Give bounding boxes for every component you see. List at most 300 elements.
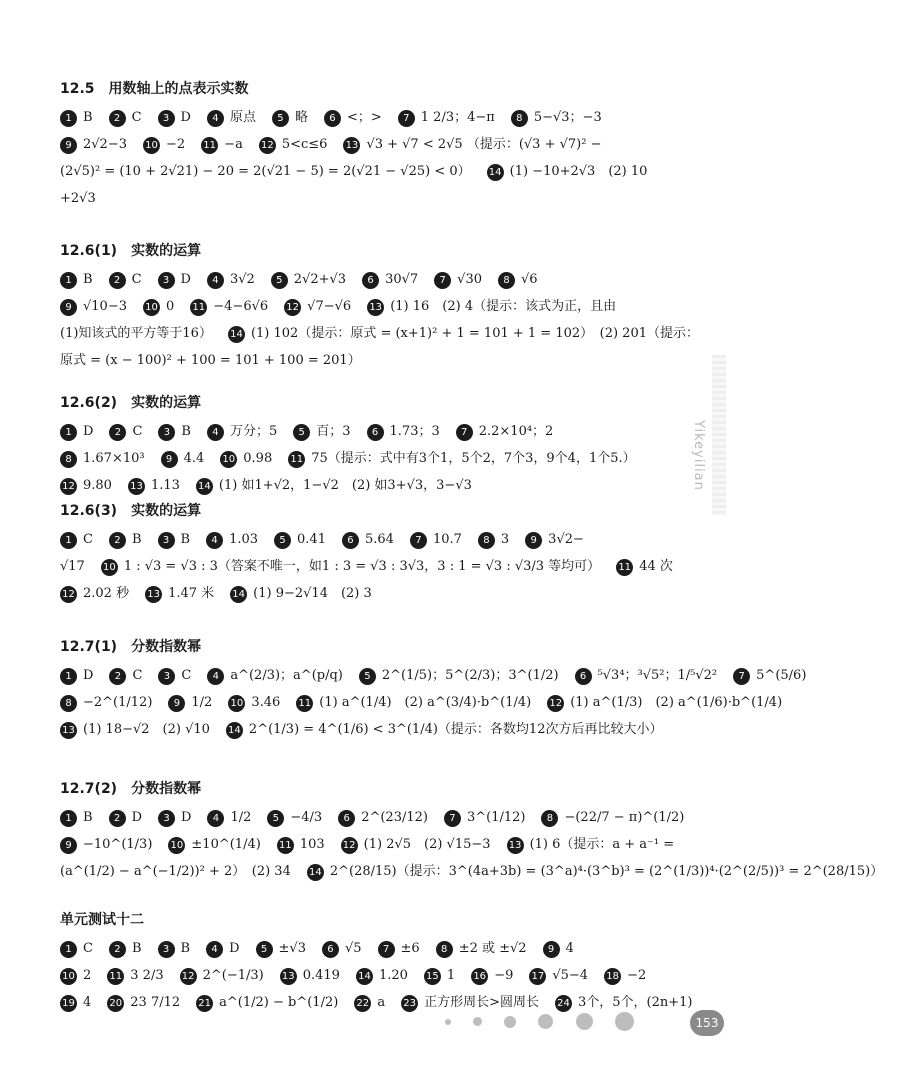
answer-text: (1) 2√5 (2) √15−3 <box>363 837 491 852</box>
answer-text: C <box>131 272 142 287</box>
answer-item <box>424 964 455 989</box>
question-number-badge: 10 <box>143 299 160 316</box>
answer-text: a^(2/3)；a^(p/q) <box>230 668 343 683</box>
answer-item <box>168 691 212 716</box>
answer-line <box>60 160 700 184</box>
answer-line <box>60 964 700 988</box>
question-number-badge: 7 <box>378 941 395 958</box>
question-number-badge: 4 <box>207 272 224 289</box>
answer-item <box>338 806 428 831</box>
answer-item <box>109 106 142 131</box>
answer-line <box>60 187 700 211</box>
answer-text: 3√2 <box>229 272 255 287</box>
answer-line <box>60 474 700 498</box>
question-number-badge: 6 <box>322 941 339 958</box>
answer-item <box>128 474 180 499</box>
answer-text: 1 : √3 = √3 : 3（答案不唯一，如1 : 3 = √3 : 3√3，3 : 1 = √3 : √3/3 等均可） <box>123 559 601 574</box>
question-number-badge: 9 <box>543 941 560 958</box>
question-number-badge: 3 <box>158 272 175 289</box>
answer-item <box>267 806 322 831</box>
answer-item <box>322 937 362 962</box>
answer-text: 75（提示：式中有3个1，5个2，7个3，9个4，1个5.） <box>311 451 636 466</box>
question-number-badge: 13 <box>128 478 145 495</box>
question-number-badge: 7 <box>410 532 427 549</box>
question-number-badge: 14 <box>307 864 324 881</box>
answer-text: −4/3 <box>290 810 323 825</box>
answer-item <box>293 420 350 445</box>
question-number-badge: 2 <box>109 532 126 549</box>
answer-item <box>207 420 277 445</box>
answer-text: 1/2 <box>191 695 213 710</box>
answer-item <box>230 582 372 607</box>
answer-text: +2√3 <box>60 191 96 206</box>
answer-text: 5.64 <box>364 532 394 547</box>
question-number-badge: 14 <box>487 164 504 181</box>
answer-item <box>272 106 308 131</box>
answer-line <box>60 322 700 346</box>
answer-item <box>190 295 268 320</box>
answer-text: (2√5)² = (10 + 2√21) − 20 = 2(√21 − 5) = 2(√21 − √25) < 0） <box>60 164 471 179</box>
answer-item <box>60 295 127 320</box>
answer-line <box>60 664 807 688</box>
answer-item <box>436 937 527 962</box>
answer-text: 30√7 <box>385 272 419 287</box>
answer-item <box>60 582 129 607</box>
answer-item <box>529 964 588 989</box>
answer-text: (a^(1/2) − a^(−1/2))² + 2） (2) 34 <box>60 864 291 879</box>
question-number-badge: 8 <box>60 451 77 468</box>
answer-text: D <box>229 941 240 956</box>
answer-item <box>201 133 243 158</box>
answer-item <box>60 420 93 445</box>
question-number-badge: 3 <box>158 668 175 685</box>
answer-item <box>158 106 191 131</box>
answer-text: C <box>83 532 93 547</box>
answer-text: 1/2 <box>230 810 252 825</box>
answer-text: ±10^(1/4) <box>191 837 261 852</box>
question-number-badge: 12 <box>284 299 301 316</box>
answer-item <box>342 528 394 553</box>
answer-item <box>143 295 174 320</box>
edge-strip <box>712 355 726 515</box>
answer-text: √5−4 <box>552 968 589 983</box>
answer-item <box>60 964 91 989</box>
question-number-badge: 18 <box>604 968 621 985</box>
answer-item <box>158 528 191 553</box>
answer-text: −2 <box>166 137 186 152</box>
answer-line <box>60 860 884 884</box>
answer-item <box>456 420 554 445</box>
page-number: 153 <box>690 1010 724 1036</box>
answer-text: 2 <box>83 968 92 983</box>
answer-text: (1) a^(1/3) (2) a^(1/6)·b^(1/4) <box>570 695 783 710</box>
answer-text: ±2 或 ±√2 <box>458 941 527 956</box>
question-number-badge: 11 <box>296 695 313 712</box>
answer-text: 3 2/3 <box>130 968 164 983</box>
question-number-badge: 4 <box>207 110 224 127</box>
answer-text: 4 <box>83 995 92 1010</box>
answer-text: C <box>181 668 192 683</box>
dot <box>504 1016 516 1028</box>
question-number-badge: 11 <box>616 559 633 576</box>
answer-line <box>60 937 700 961</box>
answer-item <box>228 322 699 347</box>
answer-item <box>367 295 616 320</box>
answer-item <box>158 420 191 445</box>
answer-text: a <box>377 995 386 1010</box>
question-number-badge: 11 <box>277 837 294 854</box>
answer-text: √5 <box>344 941 362 956</box>
question-number-badge: 7 <box>444 810 461 827</box>
answer-item <box>158 268 191 293</box>
question-number-badge: 9 <box>60 837 77 854</box>
answer-text: 2^(23/12) <box>361 810 428 825</box>
answer-text: B <box>83 810 93 825</box>
question-number-badge: 9 <box>525 532 542 549</box>
question-number-badge: 1 <box>60 424 77 441</box>
answer-text: 103 <box>299 837 325 852</box>
answer-text: 0.98 <box>243 451 273 466</box>
answer-item <box>307 860 883 885</box>
answer-item <box>107 964 163 989</box>
answer-item <box>288 447 635 472</box>
question-number-badge: 8 <box>478 532 495 549</box>
answer-item <box>109 664 142 689</box>
answer-text: 1.47 米 <box>168 586 215 601</box>
answer-item <box>109 420 142 445</box>
answer-item <box>109 268 142 293</box>
answer-item <box>324 106 382 131</box>
question-number-badge: 13 <box>367 299 384 316</box>
question-number-badge: 1 <box>60 532 77 549</box>
answer-text: D <box>180 272 191 287</box>
answer-line <box>60 528 700 552</box>
answer-item <box>525 528 584 553</box>
answer-item <box>109 806 142 831</box>
question-number-badge: 23 <box>401 995 418 1012</box>
dot <box>576 1013 593 1030</box>
question-number-badge: 4 <box>206 941 223 958</box>
answer-item <box>60 474 112 499</box>
question-number-badge: 4 <box>207 668 224 685</box>
answer-item <box>228 691 280 716</box>
answer-text: a^(1/2) − b^(1/2) <box>219 995 339 1010</box>
answer-text: −2^(1/12) <box>83 695 153 710</box>
answer-item <box>398 106 495 131</box>
question-number-badge: 14 <box>230 586 247 603</box>
answer-line <box>60 106 700 130</box>
answer-text: 1.20 <box>378 968 408 983</box>
question-number-badge: 6 <box>324 110 341 127</box>
answer-text: √17 <box>60 559 85 574</box>
question-number-badge: 9 <box>60 137 77 154</box>
answer-line <box>60 133 700 157</box>
answer-item <box>410 528 462 553</box>
question-number-badge: 11 <box>190 299 207 316</box>
answer-item <box>60 447 145 472</box>
answer-item <box>511 106 602 131</box>
answer-item <box>507 833 675 858</box>
dot <box>615 1012 634 1031</box>
answer-item <box>378 937 420 962</box>
question-number-badge: 14 <box>228 326 245 343</box>
question-number-badge: 3 <box>158 532 175 549</box>
question-number-badge: 10 <box>101 559 118 576</box>
section-title: 12.6(1) 实数的运算 <box>60 243 202 259</box>
answer-text: 百；3 <box>316 424 351 439</box>
answer-text: 4 <box>565 941 574 956</box>
answer-text: 3√2− <box>548 532 584 547</box>
question-number-badge: 15 <box>424 968 441 985</box>
answer-text: 正方形周长>圆周长 <box>424 995 539 1010</box>
question-number-badge: 1 <box>60 272 77 289</box>
answer-item <box>733 664 806 689</box>
answer-item <box>471 964 513 989</box>
question-number-badge: 2 <box>109 810 126 827</box>
dot <box>538 1014 553 1029</box>
answer-item <box>207 664 343 689</box>
question-number-badge: 12 <box>341 837 358 854</box>
question-number-badge: 3 <box>158 941 175 958</box>
answer-line <box>60 806 700 830</box>
answer-text: 原式 = (x − 100)² + 100 = 101 + 100 = 201） <box>60 353 361 368</box>
question-number-badge: 6 <box>362 272 379 289</box>
question-number-badge: 3 <box>158 810 175 827</box>
question-number-badge: 10 <box>143 137 160 154</box>
answer-section <box>60 636 807 745</box>
answer-text: (1) 如1+√2，1−√2 (2) 如3+√3，3−√3 <box>218 478 472 493</box>
answer-item <box>196 474 472 499</box>
answer-item <box>101 555 600 580</box>
answer-text: 10.7 <box>432 532 462 547</box>
answer-text: ⁵√3⁴；³√5²；1/⁵√2² <box>597 668 718 683</box>
answer-text: D <box>83 424 94 439</box>
answer-item <box>207 806 251 831</box>
question-number-badge: 5 <box>293 424 310 441</box>
question-number-badge: 4 <box>207 810 224 827</box>
answer-item <box>161 447 205 472</box>
question-number-badge: 6 <box>575 668 592 685</box>
answer-item <box>60 528 93 553</box>
answer-line <box>60 555 700 579</box>
answer-text: <；> <box>346 110 382 125</box>
dot <box>445 1019 451 1025</box>
answer-text: √10−3 <box>83 299 127 314</box>
question-number-badge: 19 <box>60 995 77 1012</box>
answer-text: D <box>131 810 142 825</box>
answer-item <box>158 806 191 831</box>
question-number-badge: 7 <box>434 272 451 289</box>
answer-section <box>60 500 700 609</box>
answer-line <box>60 349 700 373</box>
answer-text: 1.67×10³ <box>83 451 145 466</box>
answer-item <box>60 833 152 858</box>
question-number-badge: 13 <box>507 837 524 854</box>
question-number-badge: 8 <box>436 941 453 958</box>
answer-text: 1.03 <box>229 532 259 547</box>
answer-item <box>109 528 142 553</box>
answer-text: C <box>132 424 143 439</box>
answer-text: 1.13 <box>150 478 180 493</box>
answer-text: C <box>132 668 143 683</box>
answer-item <box>498 268 538 293</box>
answer-text: 4.4 <box>183 451 205 466</box>
question-number-badge: 8 <box>511 110 528 127</box>
answer-text: 2.02 秒 <box>83 586 130 601</box>
answer-text: 9.80 <box>83 478 112 493</box>
question-number-badge: 12 <box>60 586 77 603</box>
answer-text: B <box>181 424 191 439</box>
answer-item <box>60 691 152 716</box>
question-number-badge: 12 <box>547 695 564 712</box>
answer-text: 1 2/3；4−π <box>420 110 495 125</box>
answer-item <box>541 806 684 831</box>
answer-text: D <box>181 810 192 825</box>
question-number-badge: 9 <box>168 695 185 712</box>
answer-item <box>284 295 351 320</box>
answer-item <box>206 528 258 553</box>
answer-text: −10^(1/3) <box>83 837 153 852</box>
answer-text: D <box>83 668 94 683</box>
answer-text: B <box>180 532 191 547</box>
answer-item <box>180 964 264 989</box>
answer-item <box>367 420 440 445</box>
question-number-badge: 13 <box>60 722 77 739</box>
answer-line <box>60 295 700 319</box>
question-number-badge: 5 <box>274 532 291 549</box>
section-title: 12.6(3) 实数的运算 <box>60 503 202 519</box>
answer-item <box>434 268 482 293</box>
question-number-badge: 6 <box>342 532 359 549</box>
answer-item <box>143 133 185 158</box>
answer-text: ±6 <box>400 941 420 956</box>
answer-text: 3^(1/12) <box>466 810 526 825</box>
answer-item <box>158 937 191 962</box>
answer-item <box>271 268 346 293</box>
answer-text: 0.41 <box>297 532 326 547</box>
answer-text: B <box>131 941 142 956</box>
answer-item <box>206 937 239 962</box>
answer-text: 2^(1/3) = 4^(1/6) < 3^(1/4)（提示：各数均12次方后再比较大小） <box>248 722 663 737</box>
answer-item <box>256 937 306 962</box>
question-number-badge: 6 <box>338 810 355 827</box>
question-number-badge: 5 <box>359 668 376 685</box>
answer-line <box>60 268 700 292</box>
question-number-badge: 14 <box>196 478 213 495</box>
answer-item <box>60 806 93 831</box>
answer-text: (1) 9−2√14 (2) 3 <box>253 586 372 601</box>
answer-item <box>343 133 601 158</box>
question-number-badge: 5 <box>272 110 289 127</box>
answer-item <box>207 106 256 131</box>
answer-section <box>60 778 884 887</box>
answer-item <box>575 664 718 689</box>
answer-text: (1) a^(1/4) (2) a^(3/4)·b^(1/4) <box>319 695 532 710</box>
answer-item <box>60 268 93 293</box>
answer-item <box>362 268 418 293</box>
section-title: 12.6(2) 实数的运算 <box>60 395 202 411</box>
answer-item <box>168 833 260 858</box>
answer-text: 0.419 <box>302 968 340 983</box>
answer-text: √7−√6 <box>307 299 352 314</box>
answer-item <box>60 937 93 962</box>
answer-item <box>259 133 328 158</box>
decorative-dots <box>445 1012 652 1036</box>
question-number-badge: 8 <box>541 810 558 827</box>
answer-text: B <box>83 272 93 287</box>
question-number-badge: 10 <box>220 451 237 468</box>
question-number-badge: 5 <box>271 272 288 289</box>
answer-text: 0 <box>166 299 175 314</box>
question-number-badge: 2 <box>109 110 126 127</box>
answer-item <box>220 447 272 472</box>
answer-item <box>60 991 91 1016</box>
answer-text: 3.46 <box>251 695 281 710</box>
answer-text: D <box>180 110 191 125</box>
question-number-badge: 13 <box>280 968 297 985</box>
answer-text: 2√2+√3 <box>293 272 347 287</box>
answer-text: 万分；5 <box>229 424 278 439</box>
question-number-badge: 14 <box>226 722 243 739</box>
question-number-badge: 1 <box>60 810 77 827</box>
answer-text: 3 <box>500 532 510 547</box>
answer-item <box>60 664 93 689</box>
question-number-badge: 13 <box>343 137 360 154</box>
answer-text: 2^(1/5)；5^(2/3)；3^(1/2) <box>381 668 559 683</box>
answer-text: (1)知该式的平方等于16） <box>60 326 212 341</box>
answer-line <box>60 691 783 715</box>
question-number-badge: 9 <box>161 451 178 468</box>
answer-text: 2.2×10⁴；2 <box>478 424 554 439</box>
answer-section <box>60 392 700 501</box>
question-number-badge: 4 <box>207 424 224 441</box>
answer-item <box>196 991 338 1016</box>
answer-text: (1) −10+2√3 (2) 10 <box>509 164 648 179</box>
question-number-badge: 1 <box>60 668 77 685</box>
answer-item <box>158 664 191 689</box>
answer-text: C <box>83 941 93 956</box>
answer-item <box>616 555 673 580</box>
answer-item <box>277 833 325 858</box>
answer-text: ±√3 <box>278 941 306 956</box>
answer-line <box>60 833 700 857</box>
answer-text: 1 <box>446 968 456 983</box>
question-number-badge: 11 <box>107 968 124 985</box>
dot <box>473 1017 482 1026</box>
question-number-badge: 2 <box>109 941 126 958</box>
question-number-badge: 2 <box>109 668 126 685</box>
answer-item <box>60 718 210 743</box>
answer-item <box>145 582 214 607</box>
answer-section <box>60 240 700 376</box>
answer-text: (1) 6（提示：a + a⁻¹ = <box>529 837 675 852</box>
answer-item <box>60 160 471 185</box>
answer-text: (1) 102（提示：原式 = (x+1)² + 1 = 101 + 1 = 102） (2) 201（提示： <box>250 326 699 341</box>
answer-line <box>60 582 700 606</box>
question-number-badge: 22 <box>354 995 371 1012</box>
question-number-badge: 16 <box>471 968 488 985</box>
answer-item <box>226 718 663 743</box>
question-number-badge: 4 <box>206 532 223 549</box>
answer-text: B <box>131 532 142 547</box>
answer-text: 2^(28/15)（提示：3^(4a+3b) = (3^a)⁴·(3^b)³ = (2^(1/3))⁴·(2^(2/5))³ = 2^(28/15)） <box>329 864 884 879</box>
question-number-badge: 13 <box>145 586 162 603</box>
question-number-badge: 21 <box>196 995 213 1012</box>
section-title: 单元测试十二 <box>60 912 144 928</box>
answer-item <box>60 106 93 131</box>
question-number-badge: 11 <box>288 451 305 468</box>
answer-line <box>60 447 700 471</box>
